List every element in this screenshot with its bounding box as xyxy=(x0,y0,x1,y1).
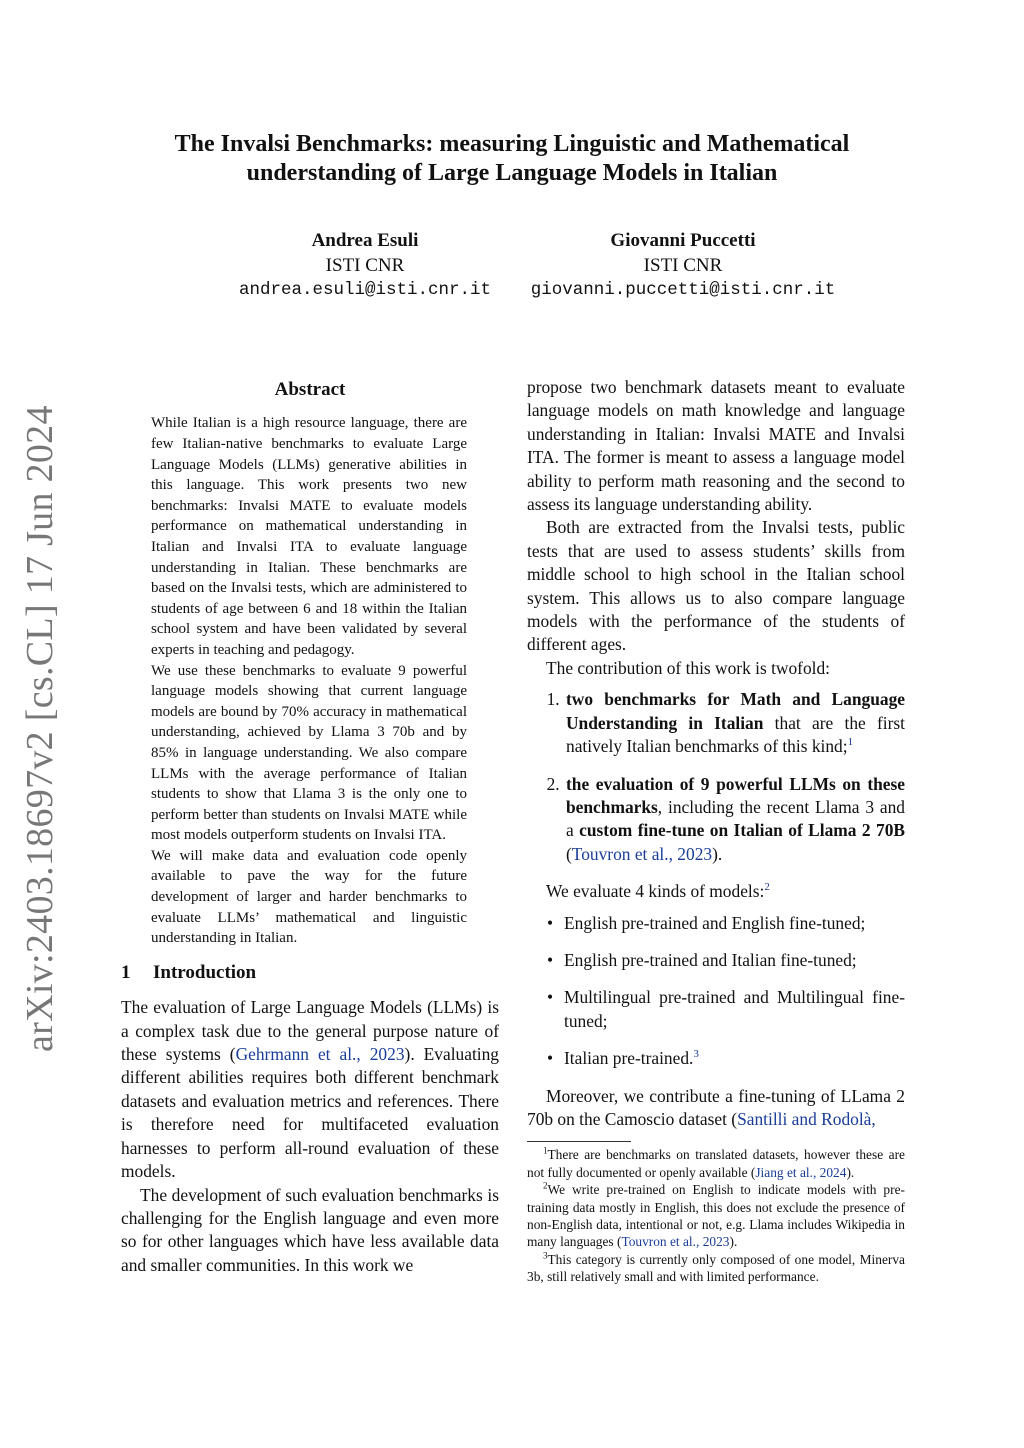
citation-link[interactable]: Touvron et al., 2023 xyxy=(571,843,713,864)
paper-title: The Invalsi Benchmarks: measuring Linguistic and Mathematical understanding of Large Language Models in Italian xyxy=(174,131,850,186)
section-number: 1 xyxy=(121,961,131,983)
contribution-item-1 xyxy=(564,688,905,758)
list-item: • English pre-trained and English fine-tuned; xyxy=(564,912,905,935)
model-kinds-list xyxy=(527,912,905,1071)
right-paragraph-2: Both are extracted from the Invalsi tests, public tests that are used to assess students’ skills from middle school to high school in the Italian school system. This allows us to also compare language models with the performance of the students of different ages. xyxy=(527,517,905,655)
footnote-3 xyxy=(527,1251,905,1286)
footnote-marker[interactable]: 3 xyxy=(693,1048,699,1061)
list-item: • English pre-trained and Italian fine-tuned; xyxy=(564,949,905,972)
footnote-2 xyxy=(527,1181,905,1251)
author-affiliation: ISTI CNR xyxy=(325,255,405,276)
contribution-intro: The contribution of this work is twofold: xyxy=(546,657,831,678)
abstract-paragraph-1: While Italian is a high resource language, there are few Italian-native benchmarks to evaluate Large Language Models (LLMs) generative abilities in this language. This work presents two new benchmarks: Invalsi MATE to evaluate models performance on mathematical understanding in Italian and Invalsi ITA to evaluate language understanding in Italian. These benchmarks are based on the Invalsi tests, which are administered to students of age between 6 and 18 within the Italian school system and have been validated by several experts in teaching and pedagogy. xyxy=(151,415,467,658)
citation-link[interactable]: Santilli and Rodolà, xyxy=(737,1108,876,1129)
right-paragraph-1: propose two benchmark datasets meant to evaluate language models on math knowledge and language understanding in Italian: Invalsi MATE and Invalsi ITA. The former is meant to assess a language model ability to perform math reasoning and the second to assess its language understanding ability. xyxy=(527,377,905,515)
footnote-divider xyxy=(527,1141,631,1142)
text-run: Moreover, we contribute a fine-tuning of LLama 2 70b on the Camoscio dataset ( xyxy=(527,1085,905,1129)
author-name: Giovanni Puccetti xyxy=(610,230,756,251)
footnote-number: 3 xyxy=(543,1250,548,1261)
contribution-list xyxy=(527,688,905,866)
author-email[interactable]: andrea.esuli@isti.cnr.it xyxy=(238,280,492,300)
footnote-number: 2 xyxy=(543,1180,548,1191)
text-run: We evaluate 4 kinds of models: xyxy=(546,881,765,902)
text-run: ). xyxy=(846,1164,855,1180)
citation-link[interactable]: Jiang et al., 2024 xyxy=(755,1164,847,1180)
author-block-1 xyxy=(190,228,540,303)
citation-link[interactable]: Gehrmann et al., 2023 xyxy=(235,1044,405,1065)
bold-text: two benchmarks for Math and Language Understanding in Italian xyxy=(566,689,905,733)
text-run: Italian pre-trained. xyxy=(564,1048,694,1069)
author-name: Andrea Esuli xyxy=(311,230,419,251)
intro-paragraph-1 xyxy=(121,996,499,1183)
section-title: Introduction xyxy=(153,961,257,983)
text-run: , including the recent Llama 3 and a xyxy=(566,796,905,841)
abstract-paragraph-3: We will make data and evaluation code openly available to pave the way for the future development of larger and harder benchmarks to evaluate LLMs’ mathematical and linguistic understanding in Italian. xyxy=(151,847,467,947)
intro-paragraph-2: The development of such evaluation benchmarks is challenging for the English language and even more so for other languages which have less available data and smaller communities. In this work we xyxy=(121,1184,499,1275)
section-heading-introduction xyxy=(121,961,499,984)
footnote-marker[interactable]: 2 xyxy=(764,881,770,894)
contribution-item-2 xyxy=(564,773,905,867)
right-paragraph-moreover xyxy=(527,1085,905,1132)
footnote-1 xyxy=(527,1146,905,1181)
left-column xyxy=(121,376,499,1277)
text-run: There are benchmarks on translated datasets, however these are not fully documented or openly available ( xyxy=(527,1147,905,1180)
right-column xyxy=(527,376,905,1286)
text-run: ). xyxy=(712,843,723,864)
arxiv-identifier-stamp: arXiv:2403.18697v2 [cs.CL] 17 Jun 2024 xyxy=(19,405,61,1052)
author-block-2 xyxy=(508,228,858,303)
author-affiliation: ISTI CNR xyxy=(643,255,723,276)
abstract-section xyxy=(121,378,499,949)
footnote-marker[interactable]: 1 xyxy=(847,736,854,749)
text-run: ). Evaluating different abilities requires both different benchmark datasets and evaluation metrics and references. There is therefore need for multifaceted evaluation harnesses to perform all-round evaluation of these models. xyxy=(121,1044,499,1182)
text-run: ( xyxy=(566,843,572,864)
text-run: The evaluation of Large Language Models (LLMs) is a complex task due to the general purpose nature of these systems ( xyxy=(121,997,499,1065)
bold-text: the evaluation of 9 powerful LLMs on these benchmarks xyxy=(566,773,905,817)
model-kinds-intro xyxy=(527,880,905,903)
footnote-number: 1 xyxy=(543,1145,548,1156)
citation-link[interactable]: Touvron et al., 2023 xyxy=(621,1234,730,1250)
list-item: • Multilingual pre-trained and Multilingual fine-tuned; xyxy=(564,986,905,1033)
bold-text: custom fine-tune on Italian of Llama 2 70B xyxy=(579,820,905,841)
abstract-paragraph-2: We use these benchmarks to evaluate 9 powerful language models showing that current language models are bound by 70% accuracy in mathematical understanding, achieved by Llama 3 70b and by 85% in language understanding. We also compare LLMs with the average performance of Italian students to show that Llama 3 is the only one to perform better than students on Invalsi MATE while most models outperform students on Invalsi ITA. xyxy=(151,662,467,844)
list-item xyxy=(564,1047,905,1070)
text-run: This category is currently only composed of one model, Minerva 3b, still relatively small and with limited performance. xyxy=(527,1251,905,1285)
text-run: that are the first natively Italian benchmarks of this kind; xyxy=(566,712,905,757)
author-email[interactable]: giovanni.puccetti@isti.cnr.it xyxy=(530,280,836,300)
abstract-heading: Abstract xyxy=(274,379,346,400)
text-run: ). xyxy=(729,1234,738,1250)
footnotes xyxy=(527,1141,905,1285)
text-run: We write pre-trained on English to indicate models with pre-training data mostly in English, this does not exclude the presence of non-English data, intentional or not, e.g. Llama includes Wikipedia in many languages ( xyxy=(527,1182,905,1250)
